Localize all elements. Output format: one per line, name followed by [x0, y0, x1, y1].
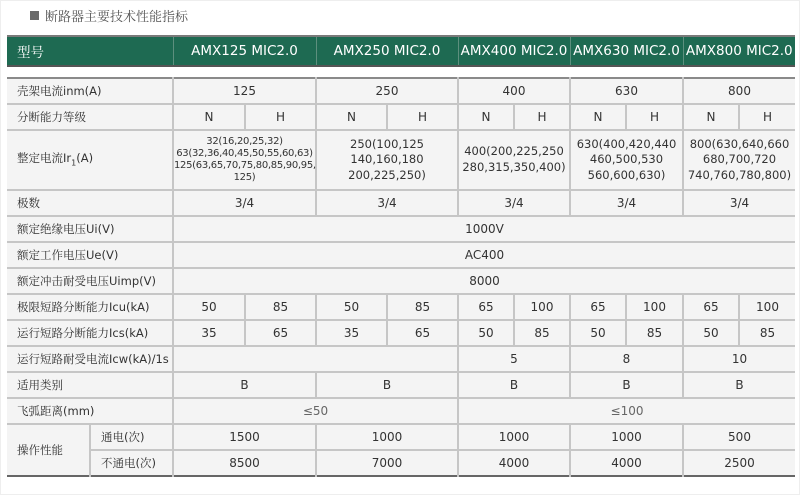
cell: 4000	[458, 450, 570, 476]
table-row-category	[7, 372, 795, 398]
cell-line: 680,700,720	[702, 152, 777, 167]
cell: 800	[683, 78, 795, 104]
cell: ≤100	[458, 398, 795, 424]
table-row-ue	[7, 242, 795, 268]
cell: 35	[173, 320, 245, 346]
cell: 7000	[316, 450, 458, 476]
cell: 8000	[173, 268, 795, 294]
row-label: 适用类别	[7, 372, 173, 398]
cell-line: 740,760,780,800)	[687, 167, 792, 182]
cell: N	[683, 104, 739, 130]
cell: 400	[458, 78, 570, 104]
cell: 85	[739, 320, 795, 346]
cell	[316, 130, 458, 190]
cell: 50	[570, 320, 626, 346]
cell: N	[316, 104, 387, 130]
cell	[173, 130, 316, 190]
header-model-amx400: AMX400 MIC2.0	[458, 36, 570, 66]
cell	[570, 130, 683, 190]
header-model-amx125: AMX125 MIC2.0	[173, 36, 316, 66]
row-label: 额定绝缘电压Ui(V)	[7, 216, 173, 242]
cell: 85	[514, 320, 570, 346]
cell: 85	[626, 320, 683, 346]
table-row-poles	[7, 190, 795, 216]
cell	[458, 130, 570, 190]
cell-line: 32(16,20,25,32)	[206, 136, 283, 147]
cell: N	[458, 104, 514, 130]
row-label: 飞弧距离(mm)	[7, 398, 173, 424]
cell-line: 125(63,65,70,75,80,85,90,95,	[174, 160, 316, 171]
cell: N	[570, 104, 626, 130]
cell: 65	[245, 320, 316, 346]
cell: 125	[173, 78, 316, 104]
table-row-icw	[7, 346, 795, 372]
cell: 5	[458, 346, 570, 372]
table-row-operation-unpowered	[7, 450, 795, 476]
table-row-ics	[7, 320, 795, 346]
cell: 100	[739, 294, 795, 320]
header-model-amx250: AMX250 MIC2.0	[316, 36, 458, 66]
row-label: 额定冲击耐受电压Uimp(V)	[7, 268, 173, 294]
cell: 1000V	[173, 216, 795, 242]
cell: B	[683, 372, 795, 398]
cell: 10	[683, 346, 795, 372]
header-model-label: 型号	[7, 36, 173, 66]
table-row-icu	[7, 294, 795, 320]
cell: 35	[316, 320, 387, 346]
table-row-ui	[7, 216, 795, 242]
cell-line: 250(100,125	[350, 136, 424, 151]
cell: N	[173, 104, 245, 130]
row-label-suffix: (A)	[76, 151, 94, 166]
cell: H	[739, 104, 795, 130]
section-title-text: 断路器主要技术性能指标	[45, 9, 189, 25]
cell: 3/4	[173, 190, 316, 216]
cell-line: 280,315,350,400)	[462, 160, 566, 174]
cell: 50	[173, 294, 245, 320]
header-model-amx800: AMX800 MIC2.0	[683, 36, 795, 66]
table-row-operation-powered	[7, 424, 795, 450]
cell: 250	[316, 78, 458, 104]
row-label: 壳架电流inm(A)	[7, 78, 173, 104]
header-model-amx630: AMX630 MIC2.0	[570, 36, 683, 66]
cell: AC400	[173, 242, 795, 268]
cell: B	[458, 372, 570, 398]
cell: 630	[570, 78, 683, 104]
cell: 500	[683, 424, 795, 450]
cell: 3/4	[683, 190, 795, 216]
cell: H	[245, 104, 316, 130]
section-title	[30, 5, 188, 25]
table-row-rated-current	[7, 130, 795, 190]
table-row-frame-current	[7, 78, 795, 104]
row-label	[7, 130, 173, 190]
row-label: 运行短路耐受电流Icw(kA)/1s	[7, 346, 173, 372]
cell-line: 125)	[233, 172, 256, 183]
row-label: 分断能力等级	[7, 104, 173, 130]
cell: B	[173, 372, 316, 398]
cell: 8500	[173, 450, 316, 476]
row-label-subscript: 1	[71, 158, 77, 168]
cell: 1500	[173, 424, 316, 450]
cell-line: 560,600,630)	[587, 167, 666, 182]
row-sublabel: 通电(次)	[90, 424, 173, 450]
cell-line: 460,500,530	[589, 152, 664, 167]
cell: H	[514, 104, 570, 130]
cell: 65	[458, 294, 514, 320]
row-label: 极限短路分断能力Icu(kA)	[7, 294, 173, 320]
cell: 4000	[570, 450, 683, 476]
cell: 1000	[570, 424, 683, 450]
cell: 85	[387, 294, 458, 320]
cell: 85	[245, 294, 316, 320]
cell: 50	[316, 294, 387, 320]
table-row-arc-distance	[7, 398, 795, 424]
cell: 8	[570, 346, 683, 372]
cell: 50	[458, 320, 514, 346]
row-label: 极数	[7, 190, 173, 216]
row-label-text: 整定电流Ir	[17, 151, 72, 166]
cell	[683, 130, 795, 190]
cell: 3/4	[570, 190, 683, 216]
cell-line: 800(630,640,660	[689, 136, 790, 151]
cell: 65	[387, 320, 458, 346]
cell: 50	[683, 320, 739, 346]
cell: ≤50	[173, 398, 458, 424]
spec-table	[7, 77, 795, 477]
cell: 100	[514, 294, 570, 320]
cell: 2500	[683, 450, 795, 476]
cell-line: 63(32,36,40,45,50,55,60,63)	[176, 148, 313, 159]
spec-table-header	[7, 35, 795, 67]
square-bullet-icon	[30, 11, 39, 20]
cell: 65	[683, 294, 739, 320]
cell: 65	[570, 294, 626, 320]
row-label: 运行短路分断能力Ics(kA)	[7, 320, 173, 346]
cell	[173, 346, 458, 372]
table-row-breaking-grade	[7, 104, 795, 130]
cell: 100	[626, 294, 683, 320]
row-label: 操作性能	[7, 424, 90, 476]
row-sublabel: 不通电(次)	[90, 450, 173, 476]
cell-line: 200,225,250)	[348, 167, 426, 182]
cell-line: 140,160,180	[350, 152, 424, 167]
cell: H	[387, 104, 458, 130]
cell: 1000	[458, 424, 570, 450]
cell: 1000	[316, 424, 458, 450]
cell: H	[626, 104, 683, 130]
row-label: 额定工作电压Ue(V)	[7, 242, 173, 268]
cell: 3/4	[458, 190, 570, 216]
cell: B	[316, 372, 458, 398]
cell: B	[570, 372, 683, 398]
cell-line: 630(400,420,440	[576, 136, 677, 151]
cell-line: 400(200,225,250	[464, 144, 564, 159]
table-row-uimp	[7, 268, 795, 294]
cell: 3/4	[316, 190, 458, 216]
